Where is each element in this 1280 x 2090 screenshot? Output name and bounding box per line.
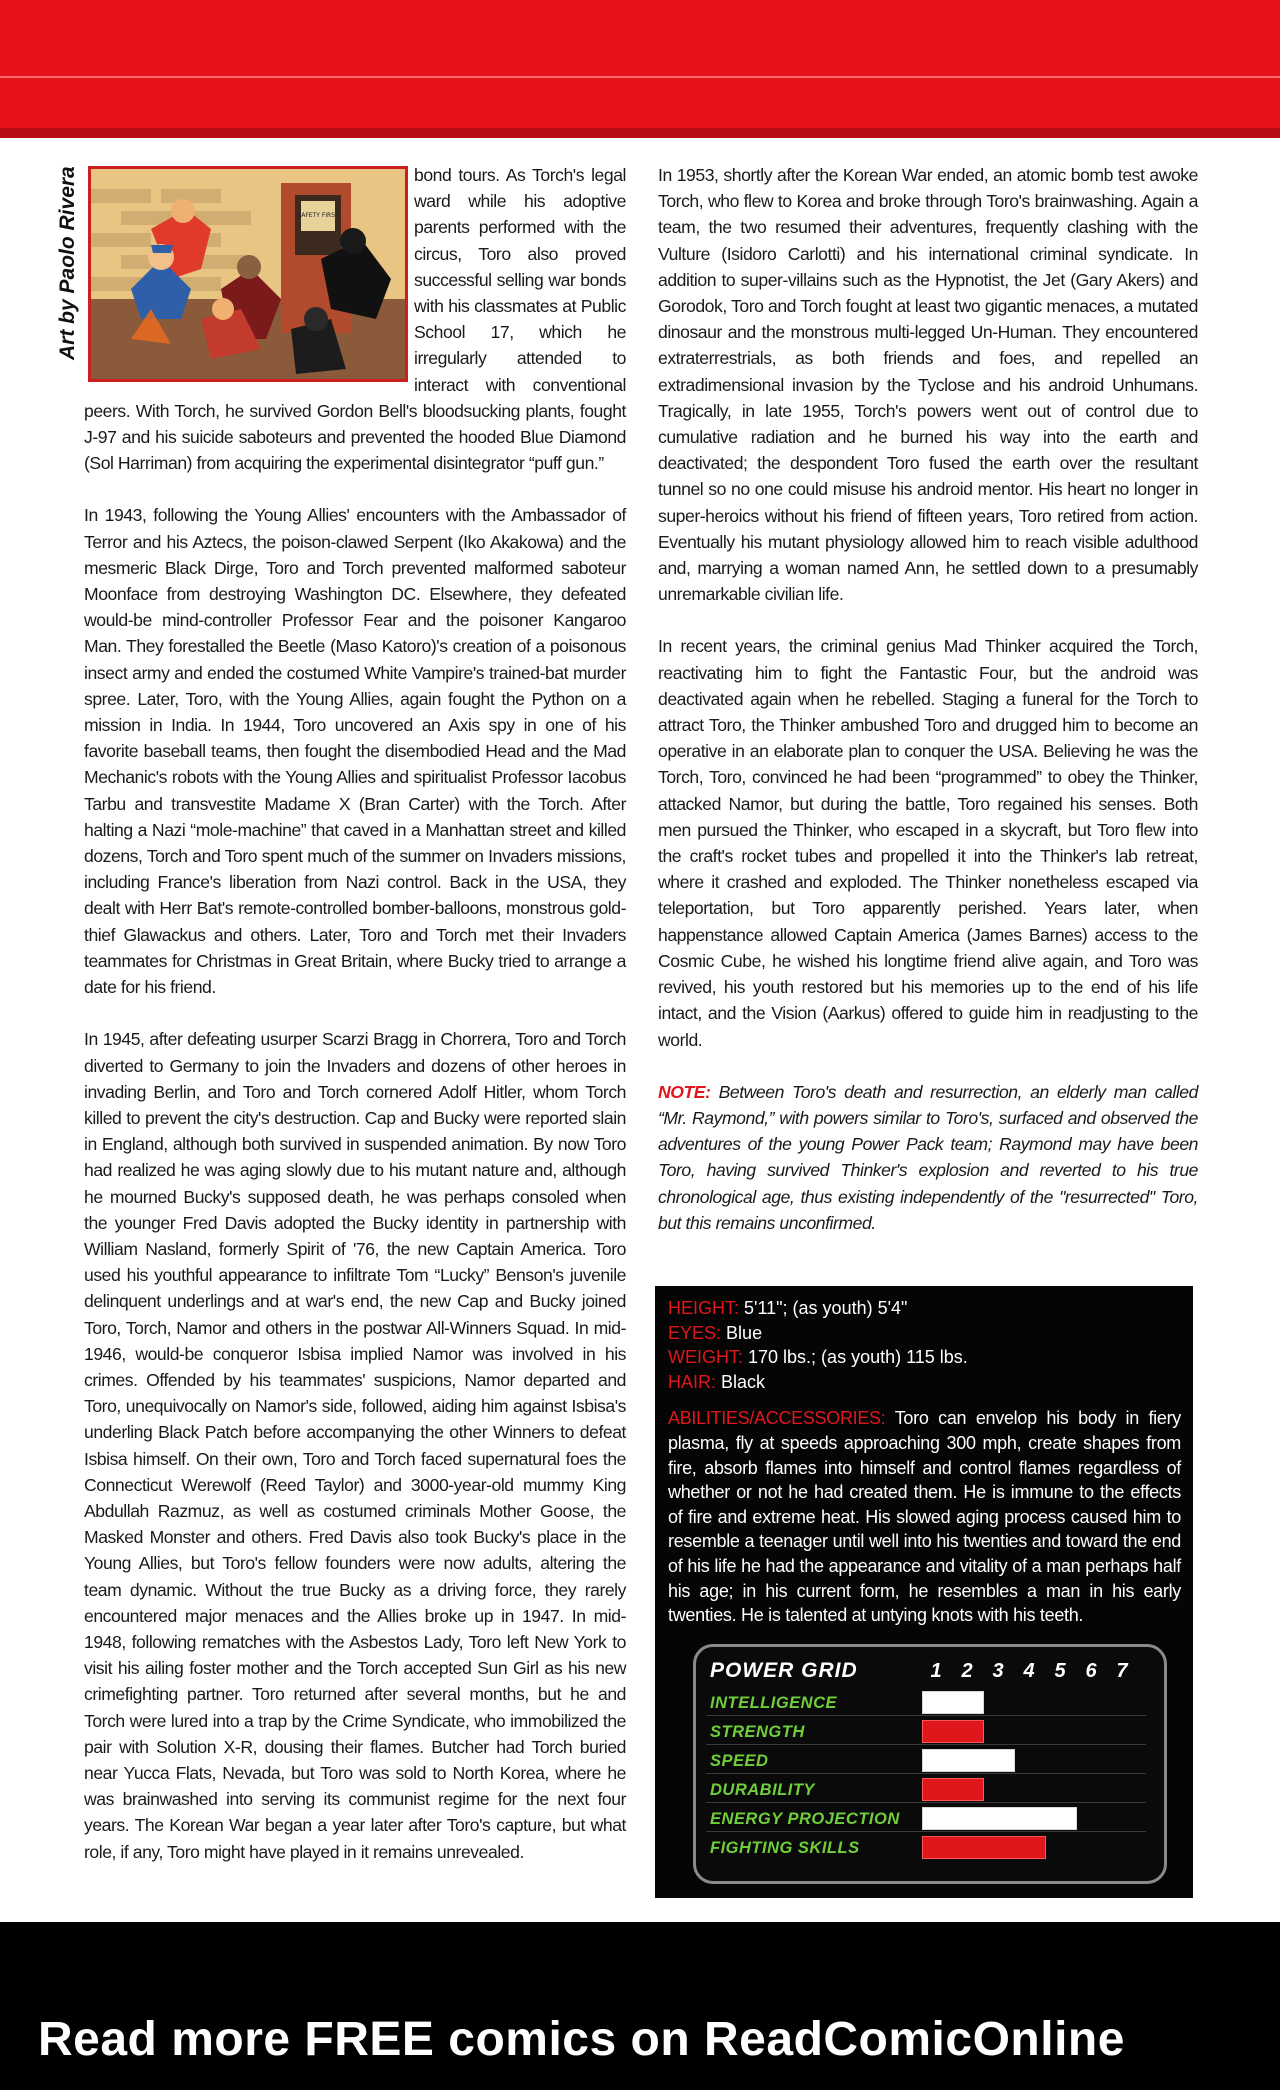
panel-spacer (80, 162, 414, 390)
note-text: Between Toro's death and resurrection, an elderly man called “Mr. Raymond,” with powers similar to Toro's, surfaced and observed the adventures of the young Power Pack team; Raymond may have been Toro, having survived Thinker's explosion and reverted to his true chronological age, thus existing independently of the "resurrected" Toro, but this remains unconfirmed. (658, 1081, 1198, 1233)
note-label: NOTE: (658, 1081, 711, 1102)
abilities-value: Toro can envelop his body in fiery plasma, fly at speeds approaching 300 mph, create shapes from fire, absorb flames into himself and control flames regardless of whether or not he had created them. He is immune to the effects of fire and extreme heat. His slowed aging process caused him to resemble a teenager until well into his twenties and toward the end of his life he had the appearance and vitality of a man perhaps half his age; in his current form, he resembles a man in his early twenties. He is talented at untying knots with his teeth. (668, 1408, 1181, 1626)
power-row-label: ENERGY PROJECTION (710, 1810, 900, 1828)
power-row (706, 1747, 1156, 1774)
character-stats-box (655, 1286, 1193, 1898)
right-paragraph-2: In recent years, the criminal genius Mad Thinker acquired the Torch, reactivating him to fight the Fantastic Four, but the android was deactivated again when he rebelled. Staging a funeral for the Torch to attract Toro, the Thinker ambushed Toro and drugged him to become an operative in an elaborate plan to conquer the USA. Believing he was the Torch, Toro, convinced he had been “programmed” to obey the Thinker, attacked Namor, but during the battle, Toro regained his senses. Both men pursued the Thinker, who escaped in a skycraft, but Toro flew into the craft's rocket tubes and propelled it into the Thinker's lab retreat, where it crashed and exploded. The Thinker nonetheless escaped via teleportation, but Toro apparently perished. Years later, when happenstance allowed Captain America (James Barnes) access to the Cosmic Cube, he wished his longtime friend alive again, and Toro was revived, his youth restored but his memories up to the end of his life intact, and the Vision (Aarkus) offered to guide him in readjusting to the world. (658, 636, 1198, 1050)
power-row (706, 1776, 1156, 1803)
power-bar (922, 1778, 984, 1801)
banner-shade (0, 128, 1280, 138)
power-row-label: INTELLIGENCE (710, 1694, 838, 1712)
power-bar (922, 1807, 1077, 1830)
weight-value: 170 lbs.; (as youth) 115 lbs. (748, 1347, 968, 1368)
height-label: HEIGHT: (668, 1298, 740, 1318)
art-credit: Art by Paolo Rivera (56, 166, 79, 360)
height-value: 5'11"; (as youth) 5'4" (744, 1298, 908, 1318)
left-paragraph-2: In 1943, following the Young Allies' encounters with the Ambassador of Terror and his Aztecs, the poison-clawed Serpent (Iko Akakowa) and the mesmeric Black Dirge, Toro and Torch prevented malformed saboteur Moonface from destroying Washington DC. Elsewhere, they defeated would-be mind-controller Professor Fear and the poisoner Kangaroo Man. They forestalled the Beetle (Maso Katoro)'s creation of a poisonous insect army and ended the costumed White Vampire's trained-bat murder spree. Later, Toro, with the Young Allies, again fought the Python on a mission in India. In 1944, Toro uncovered an Axis spy in one of his favorite baseball teams, then fought the disembodied Head and the Mad Mechanic's robots with the Young Allies and spiritualist Professor Iacobus Tarbu and transvestite Madame X (Bran Carter) with the Torch. After halting a Nazi “mole-machine” that caved in a Manhattan street and killed dozens, Torch and Toro spent much of the summer on Invaders missions, including France's liberation from Nazi control. Back in the USA, they dealt with Herr Bat's remote-controlled bomber-balloons, monstrous gold-thief Glawackus and others. Later, Toro and Torch met their Invaders teammates for Christmas in Great Britain, where Bucky tried to arrange a date for his friend. (84, 505, 626, 998)
row-divider (706, 1773, 1146, 1774)
row-divider (706, 1802, 1146, 1803)
power-grid (693, 1644, 1167, 1884)
footer-banner (0, 1922, 1280, 2090)
power-track (922, 1691, 1142, 1714)
power-bar (922, 1836, 1046, 1859)
weight-label: WEIGHT: (668, 1347, 743, 1368)
banner-stripe (0, 76, 1280, 78)
row-divider (706, 1831, 1146, 1832)
power-track (922, 1807, 1142, 1830)
eyes-stat (668, 1321, 1181, 1346)
power-row-label: DURABILITY (710, 1781, 815, 1799)
scale-number: 3 (992, 1660, 1004, 1682)
left-paragraph-3: In 1945, after defeating usurper Scarzi Bragg in Chorrera, Toro and Torch diverted to Germany to join the Invaders and dozens of other heroes in invading Berlin, and Toro and Torch cornered Adolf Hitler, whom Torch killed to prevent the city's destruction. Cap and Bucky were reported slain in England, although both survived in suspended animation. By now Toro had realized he was aging slowly due to his mutant nature and, although he mourned Bucky's supposed death, he was perhaps consoled when the younger Fred Davis adopted the Bucky identity in partnership with William Nasland, formerly Spirit of '76, the new Captain America. Toro used his youthful appearance to infiltrate Tom “Lucky” Benson's juvenile delinquent underlings and at war's end, the new Cap and Bucky joined Toro, Torch, Namor and others in the postwar All-Winners Squad. In mid-1946, would-be conqueror Isbisa implied Namor was involved in his crimes. Offended by his teammates' suspicions, Namor departed and Toro, unequivocally on Namor's side, followed, aiding him against Isbisa's underling Black Patch before accompanying the other Winners to defeat Isbisa himself. On their own, Toro and Torch faced supernatural foes the Connecticut Werewolf (Reed Taylor) and 3000-year-old mummy King Abdullah Razmuz, as well as costumed criminals Mother Goose, the Masked Monster and others. Fred Davis also took Bucky's place in the Young Allies, but Toro's fellow founders were now adults, altering the team dynamic. Without the true Bucky as a driving force, they rarely encountered major menaces and the Allies broke up in 1947. In mid-1948, following rematches with the Asbestos Lady, Toro left New York to visit his ailing foster mother and the Torch accepted Sun Girl as his new crimefighting partner. Toro returned after several months, but he and Torch were lured into a trap by the Crime Syndicate, who immobilized the pair with Solution X-R, dousing their flames. Butcher had Torch buried near Yucca Flats, Nevada, but Toro was sold to North Korea, where he was brainwashed into serving its communist regime for the next four years. The Korean War began a year later after Toro's capture, but what role, if any, Toro might have played in it remains unrevealed. (84, 1029, 626, 1862)
power-track (922, 1749, 1142, 1772)
scale-number: 7 (1116, 1660, 1128, 1682)
power-track (922, 1836, 1142, 1859)
power-track (922, 1778, 1142, 1801)
footer-promo-text: Read more FREE comics on ReadComicOnline (38, 2013, 1125, 2066)
height-stat (668, 1296, 1181, 1321)
power-row (706, 1805, 1156, 1832)
eyes-label: EYES: (668, 1322, 722, 1343)
power-bar (922, 1720, 984, 1743)
weight-stat (668, 1345, 1181, 1370)
power-row-label: STRENGTH (710, 1723, 805, 1741)
scale-number: 6 (1085, 1660, 1097, 1682)
power-track (922, 1720, 1142, 1743)
hair-label: HAIR: (668, 1371, 717, 1392)
scale-number: 5 (1054, 1660, 1066, 1682)
safety-sign-text: SAFETY FIRST (297, 212, 339, 219)
left-column-text (84, 162, 626, 1891)
power-row-label: SPEED (710, 1752, 769, 1770)
scale-number: 1 (930, 1660, 942, 1682)
power-grid-title: POWER GRID (710, 1659, 858, 1682)
hair-value: Black (721, 1371, 766, 1392)
scale-number: 2 (961, 1660, 973, 1682)
scale-number: 4 (1023, 1660, 1035, 1682)
power-row (706, 1689, 1156, 1716)
left-paragraph-1: bond tours. As Torch's legal ward while his adoptive parents performed with the circus, Toro also proved successful selling war bonds with his classmates at Public School 17, which he irregularly attended to interact with conventional peers. With Torch, he survived Gordon Bell's bloodsucking plants, fought J-97 and his suicide saboteurs and prevented the hooded Blue Diamond (Sol Harriman) from acquiring the experimental disintegrator “puff gun.” (84, 165, 626, 474)
abilities-stat (668, 1406, 1181, 1627)
eyes-value: Blue (726, 1322, 763, 1343)
row-divider (706, 1715, 1146, 1716)
power-grid-scale (922, 1659, 1128, 1683)
power-bar (922, 1691, 984, 1714)
power-row (706, 1834, 1156, 1861)
power-row-label: FIGHTING SKILLS (710, 1839, 860, 1857)
power-row (706, 1718, 1156, 1745)
top-red-banner (0, 0, 1280, 138)
power-bar (922, 1749, 1015, 1772)
abilities-label: ABILITIES/ACCESSORIES: (668, 1408, 886, 1429)
row-divider (706, 1744, 1146, 1745)
hair-stat (668, 1370, 1181, 1395)
right-paragraph-1: In 1953, shortly after the Korean War ended, an atomic bomb test awoke Torch, who flew to Korea and broke through Toro's brainwashing. Again a team, the two resumed their adventures, frequently clashing with the Vulture (Isidoro Carlotti) and his international criminal syndicate. In addition to super-villains such as the Hypnotist, the Jet (Gary Akers) and Gorodok, Toro and Torch fought at least two gigantic menaces, a mutated dinosaur and the monstrous multi-legged Un-Human. They encountered extraterrestrials, as both friends and foes, and repelled an extradimensional invasion by the Tyclose and his android Unhumans. Tragically, in late 1955, Torch's powers went out of control due to cumulative radiation and he burned his way into the earth and deactivated; the despondent Toro fused the earth over the resultant tunnel so no one could misuse his android mentor. His heart no longer in super-heroics without his friend of fifteen years, Toro retired from action. Eventually his mutant physiology allowed him to reach visible adulthood and, marrying a woman named Ann, he settled down to a presumably unremarkable civilian life. (658, 165, 1198, 605)
right-column-text (658, 162, 1198, 1262)
editor-note (658, 1079, 1198, 1236)
